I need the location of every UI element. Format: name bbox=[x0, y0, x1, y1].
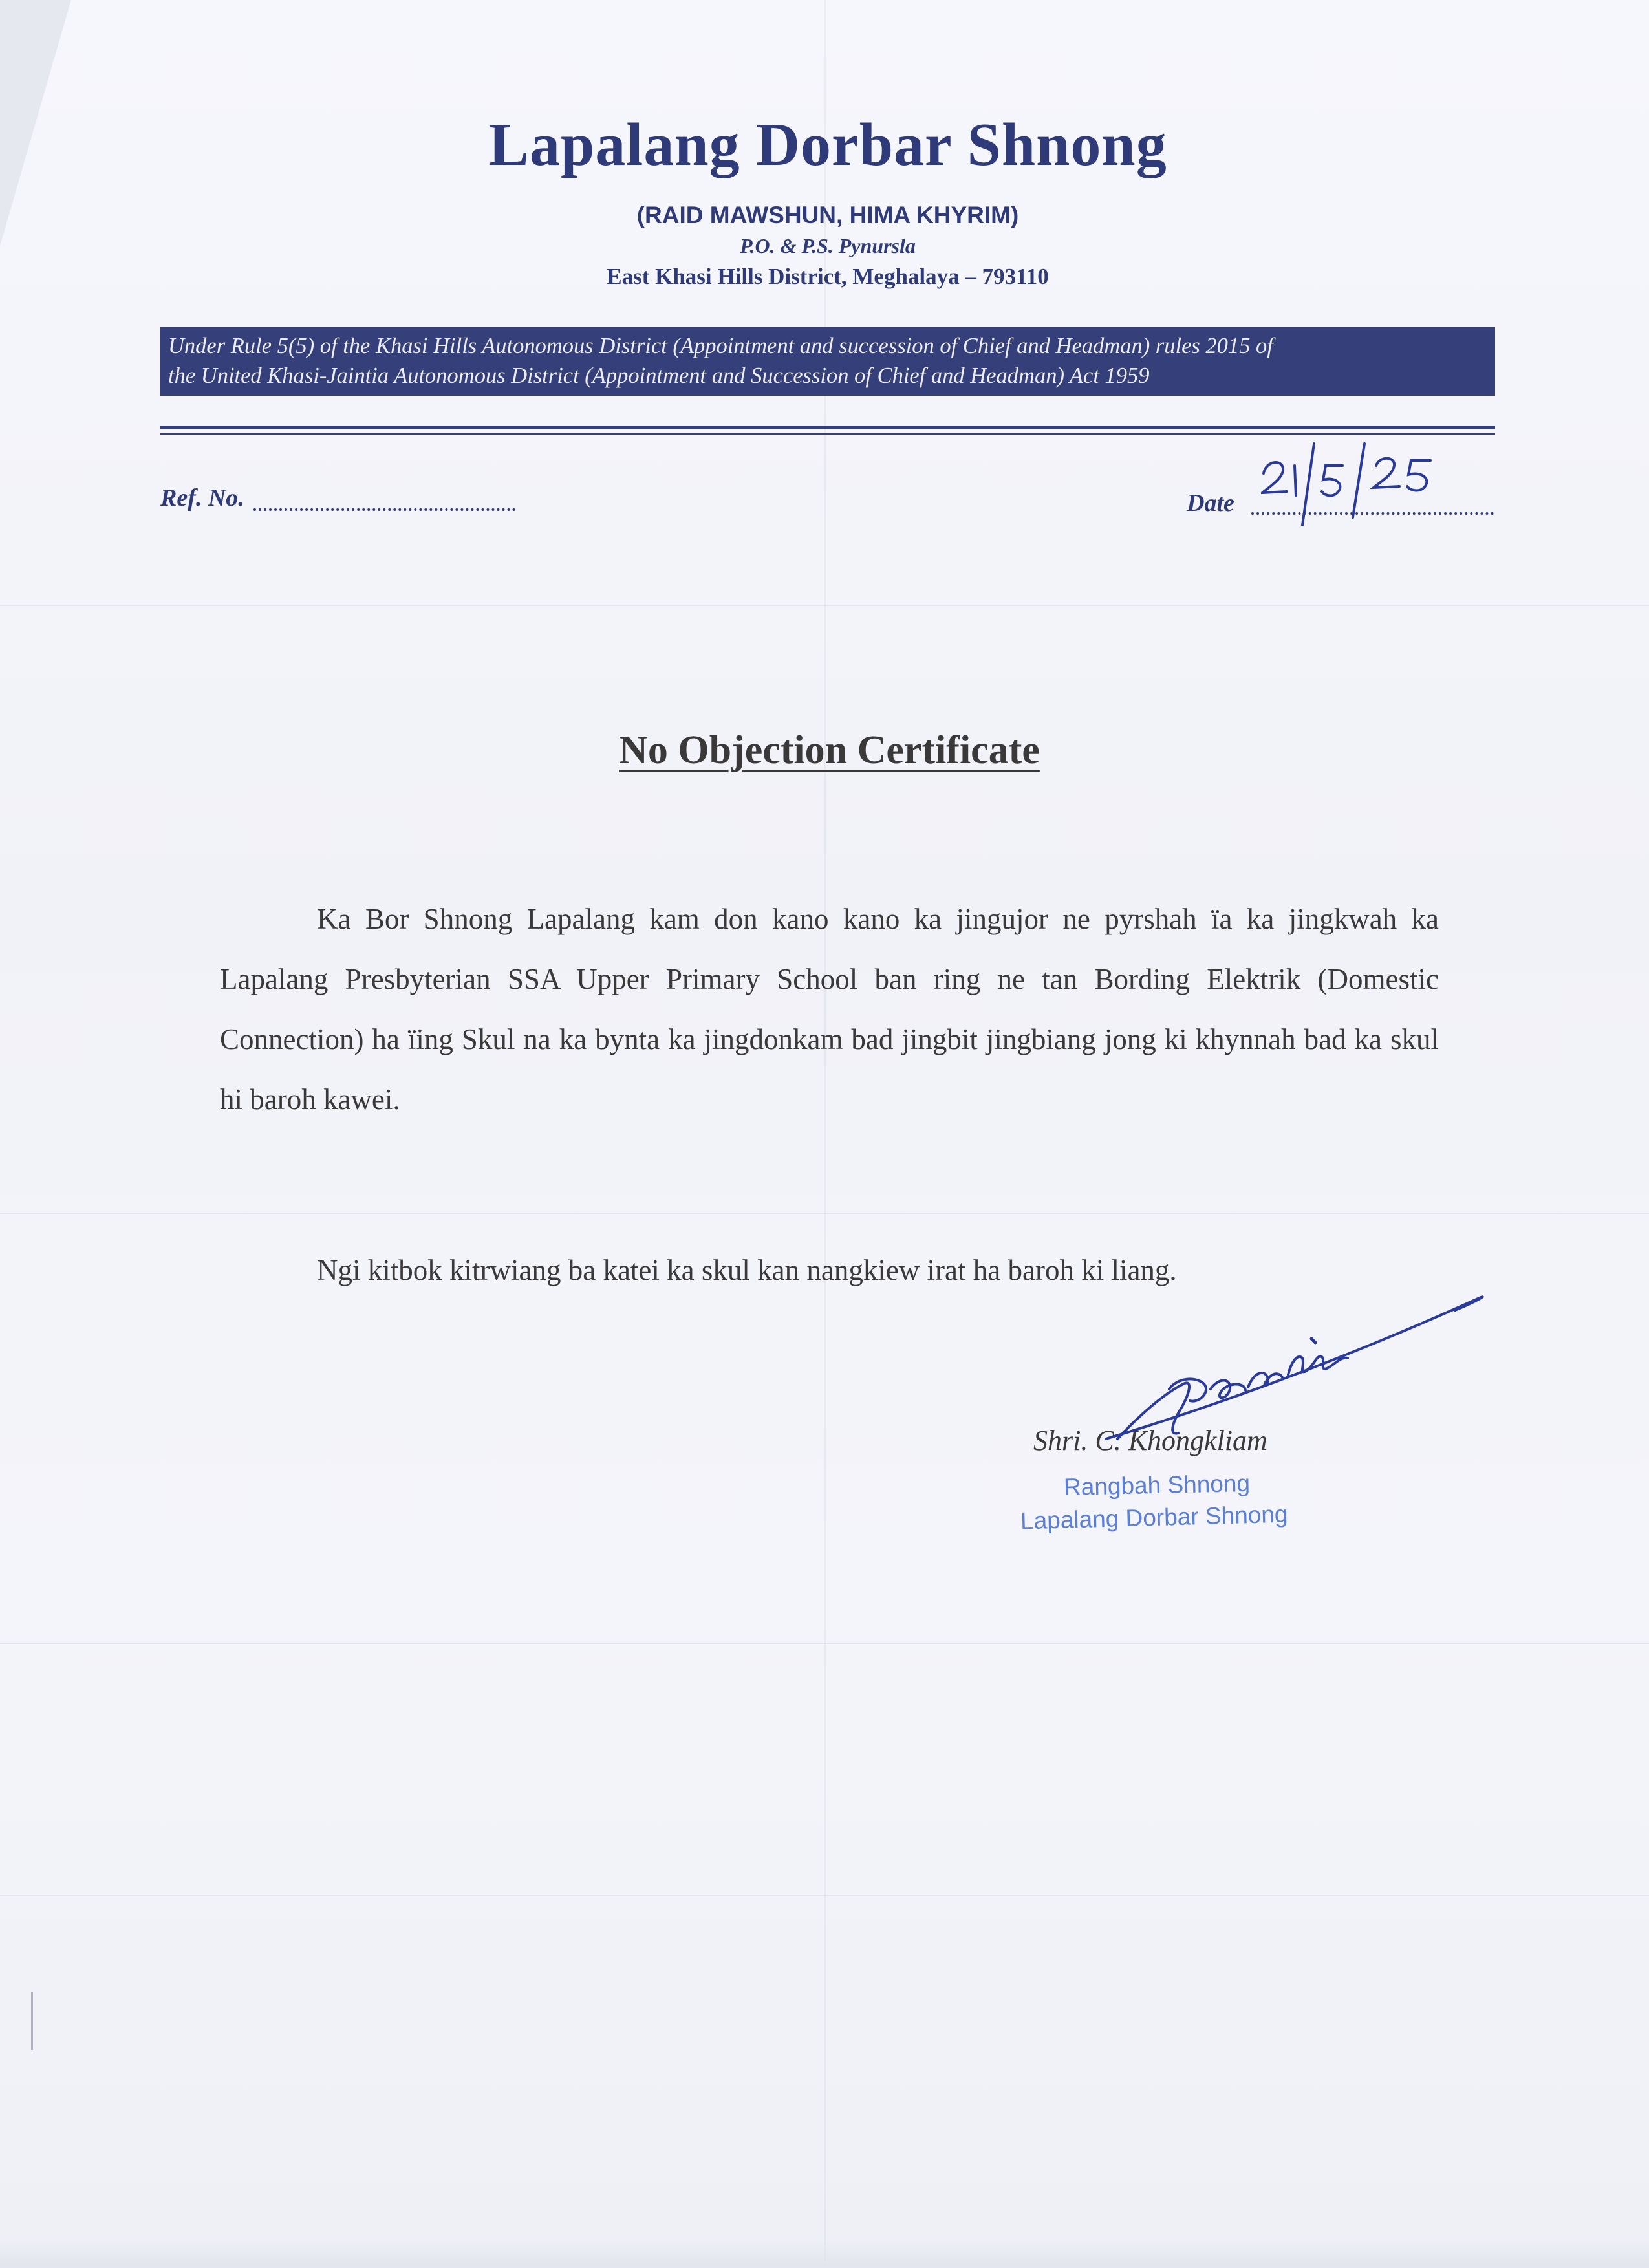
org-post-office: P.O. & P.S. Pynursla bbox=[740, 234, 916, 257]
stamp-organization: Lapalang Dorbar Shnong bbox=[1020, 1500, 1288, 1535]
signatory-name: Shri. C. Khongkliam bbox=[1033, 1425, 1267, 1456]
rule-banner bbox=[160, 327, 1495, 396]
date-label: Date bbox=[1187, 490, 1234, 517]
org-address: East Khasi Hills District, Meghalaya – 793110 bbox=[607, 264, 1049, 289]
org-locality: (RAID MAWSHUN, HIMA KHYRIM) bbox=[636, 202, 1019, 228]
handwritten-date bbox=[1261, 440, 1481, 537]
margin-marks bbox=[31, 1992, 39, 2050]
rule-banner-line-1: Under Rule 5(5) of the Khasi Hills Autonomous District (Appointment and succession of Chief and Headman) rules 2015 of bbox=[168, 334, 1273, 358]
closing-line: Ngi kitbok kitrwiang ba katei ka skul kan nangkiew irat ha baroh ki liang. bbox=[317, 1254, 1177, 1286]
org-name: Lapalang Dorbar Shnong bbox=[488, 111, 1167, 178]
header-divider-thin bbox=[160, 433, 1495, 435]
stamp-title: Rangbah Shnong bbox=[1063, 1469, 1251, 1501]
header-divider bbox=[160, 426, 1495, 429]
ref-no-label: Ref. No. bbox=[160, 484, 244, 512]
ref-no-field bbox=[253, 508, 515, 511]
certificate-body: Ka Bor Shnong Lapalang kam don kano kano ka jingujor ne pyrshah ïa ka jingkwah ka Lapalang Presbyterian SSA Upper Primary School ban ring ne tan Bording Elektrik (Domestic Connection) ha ïing Skul na ka bynta ka jingdonkam bad jingbit jingbiang jong ki khynnah bad ka skul hi baroh kawei. bbox=[220, 903, 1439, 1116]
certificate-title: No Objection Certificate bbox=[619, 728, 1040, 772]
rule-banner-line-2: the United Khasi-Jaintia Autonomous District (Appointment and Succession of Chief and Headman) Act 1959 bbox=[168, 363, 1150, 388]
page-bottom-edge bbox=[0, 2238, 1649, 2268]
